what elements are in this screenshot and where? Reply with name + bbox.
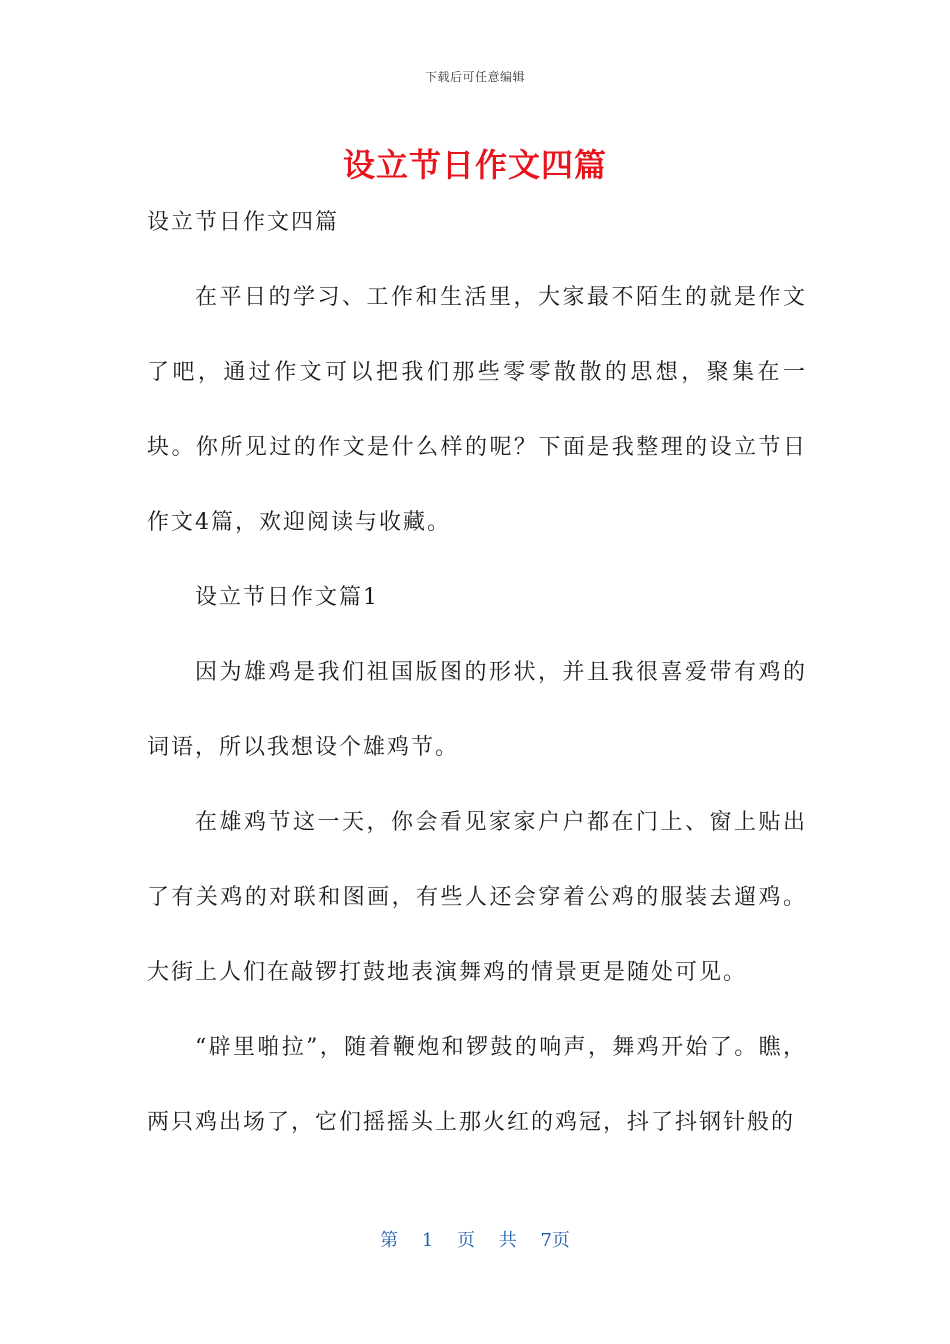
footer-total-prefix: 共: [498, 1230, 517, 1251]
body-paragraph: “辟里啪拉”，随着鞭炮和锣鼓的响声，舞鸡开始了。瞧，两只鸡出场了，它们摇摇头上那火红的鸡冠，抖了抖钢针般的: [147, 1035, 807, 1135]
body-paragraph: 因为雄鸡是我们祖国版图的形状，并且我很喜爱带有鸡的词语，所以我想设个雄鸡节。: [147, 660, 807, 760]
current-page-number: 1: [421, 1230, 434, 1251]
footer-prefix: 第: [380, 1230, 399, 1251]
section-heading: 设立节日作文篇1: [195, 585, 379, 610]
body-paragraph: 在雄鸡节这一天，你会看见家家户户都在门上、窗上贴出了有关鸡的对联和图画，有些人还会穿着公鸡的服装去遛鸡。大街上人们在敲锣打鼓地表演舞鸡的情景更是随处可见。: [147, 810, 807, 985]
page-footer: [0, 1226, 950, 1252]
header-note: 下载后可任意编辑: [424, 70, 525, 84]
total-pages: 7页: [540, 1230, 570, 1251]
document-title: 设立节日作文四篇: [342, 146, 607, 184]
footer-page-label: 页: [457, 1230, 475, 1251]
document-body: [147, 185, 807, 1160]
intro-paragraph: 在平日的学习、工作和生活里，大家最不陌生的就是作文了吧，通过作文可以把我们那些零零散散的思想，聚集在一块。你所见过的作文是什么样的呢？下面是我整理的设立节日作文4篇，欢迎阅读与收藏。: [147, 285, 807, 535]
subtitle-paragraph: 设立节日作文四篇: [147, 210, 340, 235]
